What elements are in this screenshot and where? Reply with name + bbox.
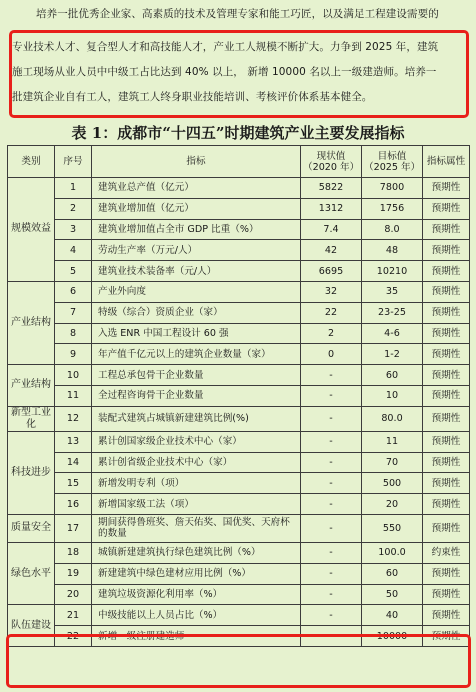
indicator-name: 产业外向度 bbox=[92, 281, 301, 302]
intro-line-1: 培养一批优秀企业家、高素质的技术及管理专家和能工巧匠，以及满足工程建设需要的 bbox=[36, 8, 439, 20]
current-value: - bbox=[301, 452, 362, 473]
current-value: 2 bbox=[301, 323, 362, 344]
indicator-name: 建筑业技术装备率（元/人） bbox=[92, 261, 301, 282]
indicator-name: 累计创国家级企业技术中心（家） bbox=[92, 431, 301, 452]
indicator-attribute: 预期性 bbox=[423, 198, 470, 219]
row-number: 14 bbox=[55, 452, 92, 473]
current-value: - bbox=[301, 473, 362, 494]
intro-line-2: 专业技术人才、复合型人才和高技能人才，产业工人规模不断扩大。力争到 2025 年，建筑 bbox=[12, 41, 439, 53]
indicator-attribute: 预期性 bbox=[423, 563, 470, 584]
table-row bbox=[8, 584, 470, 605]
target-value: 50 bbox=[362, 584, 423, 605]
row-number: 18 bbox=[55, 542, 92, 563]
row-number: 22 bbox=[55, 626, 92, 647]
indicator-name: 建筑业总产值（亿元） bbox=[92, 178, 301, 199]
header-current: 现状值（2020 年） bbox=[301, 146, 362, 178]
header-indicator: 指标 bbox=[92, 146, 301, 178]
table-row bbox=[8, 452, 470, 473]
indicator-attribute: 预期性 bbox=[423, 431, 470, 452]
indicator-name: 全过程咨询骨干企业数量 bbox=[92, 385, 301, 406]
indicator-attribute: 预期性 bbox=[423, 178, 470, 199]
target-value: 1-2 bbox=[362, 344, 423, 365]
row-number: 10 bbox=[55, 365, 92, 386]
indicator-name: 年产值千亿元以上的建筑企业数量（家） bbox=[92, 344, 301, 365]
target-value: 60 bbox=[362, 365, 423, 386]
current-value: 6695 bbox=[301, 261, 362, 282]
intro-paragraph-highlighted bbox=[12, 35, 468, 110]
indicator-name: 新增一级注册建造师 bbox=[92, 626, 301, 647]
current-value: - bbox=[301, 406, 362, 431]
indicator-name: 入选 ENR 中国工程设计 60 强 bbox=[92, 323, 301, 344]
table-row bbox=[8, 261, 470, 282]
target-value: 1756 bbox=[362, 198, 423, 219]
row-number: 2 bbox=[55, 198, 92, 219]
table-row bbox=[8, 626, 470, 647]
indicator-attribute: 预期性 bbox=[423, 626, 470, 647]
target-value: 60 bbox=[362, 563, 423, 584]
indicator-name: 建筑垃圾资源化利用率（%） bbox=[92, 584, 301, 605]
category-cell: 科技进步 bbox=[8, 431, 55, 514]
category-cell: 质量安全 bbox=[8, 514, 55, 542]
header-no: 序号 bbox=[55, 146, 92, 178]
indicator-attribute: 预期性 bbox=[423, 494, 470, 515]
current-value: 32 bbox=[301, 281, 362, 302]
indicator-name: 装配式建筑占城镇新建建筑比例(%) bbox=[92, 406, 301, 431]
indicator-name: 新增发明专利（项） bbox=[92, 473, 301, 494]
current-value: - bbox=[301, 605, 362, 626]
indicator-name: 期间获得鲁班奖、詹天佑奖、国优奖、天府杯的数量 bbox=[92, 514, 301, 542]
indicator-attribute: 预期性 bbox=[423, 514, 470, 542]
target-value: 100.0 bbox=[362, 542, 423, 563]
intro-line-3: 施工现场从业人员中中级工占比达到 40% 以上， 新增 10000 名以上一级建造师。培养一 bbox=[12, 66, 437, 78]
table-body bbox=[8, 178, 470, 647]
indicator-attribute: 预期性 bbox=[423, 240, 470, 261]
row-number: 17 bbox=[55, 514, 92, 542]
current-value: - bbox=[301, 494, 362, 515]
target-value: 23-25 bbox=[362, 302, 423, 323]
table-row bbox=[8, 344, 470, 365]
target-value: 10000 bbox=[362, 626, 423, 647]
table-row bbox=[8, 406, 470, 431]
header-category: 类别 bbox=[8, 146, 55, 178]
indicator-name: 建筑业增加值占全市 GDP 比重（%） bbox=[92, 219, 301, 240]
indicator-name: 城镇新建建筑执行绿色建筑比例（%） bbox=[92, 542, 301, 563]
indicator-attribute: 预期性 bbox=[423, 385, 470, 406]
indicator-name: 新增国家级工法（项） bbox=[92, 494, 301, 515]
current-value: 22 bbox=[301, 302, 362, 323]
indicator-attribute: 预期性 bbox=[423, 452, 470, 473]
row-number: 11 bbox=[55, 385, 92, 406]
category-cell: 队伍建设 bbox=[8, 605, 55, 647]
category-cell: 绿色水平 bbox=[8, 542, 55, 604]
indicator-name: 劳动生产率（万元/人） bbox=[92, 240, 301, 261]
current-value: - bbox=[301, 542, 362, 563]
current-value: - bbox=[301, 563, 362, 584]
table-row bbox=[8, 365, 470, 386]
table-row bbox=[8, 542, 470, 563]
target-value: 4-6 bbox=[362, 323, 423, 344]
header-attr: 指标属性 bbox=[423, 146, 470, 178]
target-value: 8.0 bbox=[362, 219, 423, 240]
indicator-attribute: 预期性 bbox=[423, 365, 470, 386]
table-row bbox=[8, 323, 470, 344]
table-row bbox=[8, 219, 470, 240]
indicator-attribute: 预期性 bbox=[423, 473, 470, 494]
indicator-attribute: 预期性 bbox=[423, 302, 470, 323]
indicator-name: 累计创省级企业技术中心（家） bbox=[92, 452, 301, 473]
row-number: 7 bbox=[55, 302, 92, 323]
table-row bbox=[8, 494, 470, 515]
table-row bbox=[8, 473, 470, 494]
intro-paragraph bbox=[12, 2, 468, 27]
target-value: 80.0 bbox=[362, 406, 423, 431]
table-row bbox=[8, 385, 470, 406]
table-row bbox=[8, 563, 470, 584]
row-number: 13 bbox=[55, 431, 92, 452]
current-value: 7.4 bbox=[301, 219, 362, 240]
category-cell: 新型工业化 bbox=[8, 406, 55, 431]
table-row bbox=[8, 605, 470, 626]
table-row bbox=[8, 431, 470, 452]
target-value: 48 bbox=[362, 240, 423, 261]
current-value: 42 bbox=[301, 240, 362, 261]
indicator-attribute: 预期性 bbox=[423, 406, 470, 431]
target-value: 7800 bbox=[362, 178, 423, 199]
intro-line-4: 批建筑企业自有工人，建筑工人终身职业技能培训、考核评价体系基本健全。 bbox=[12, 91, 373, 103]
current-value: - bbox=[301, 514, 362, 542]
row-number: 15 bbox=[55, 473, 92, 494]
header-target: 目标值（2025 年） bbox=[362, 146, 423, 178]
target-value: 10 bbox=[362, 385, 423, 406]
row-number: 1 bbox=[55, 178, 92, 199]
row-number: 8 bbox=[55, 323, 92, 344]
indicator-attribute: 预期性 bbox=[423, 584, 470, 605]
row-number: 6 bbox=[55, 281, 92, 302]
current-value: - bbox=[301, 431, 362, 452]
indicator-name: 工程总承包骨干企业数量 bbox=[92, 365, 301, 386]
table-row bbox=[8, 240, 470, 261]
row-number: 4 bbox=[55, 240, 92, 261]
category-cell: 产业结构 bbox=[8, 281, 55, 364]
row-number: 16 bbox=[55, 494, 92, 515]
row-number: 19 bbox=[55, 563, 92, 584]
indicator-name: 特级（综合）资质企业（家） bbox=[92, 302, 301, 323]
current-value: - bbox=[301, 584, 362, 605]
indicator-attribute: 预期性 bbox=[423, 344, 470, 365]
row-number: 5 bbox=[55, 261, 92, 282]
current-value: - bbox=[301, 365, 362, 386]
target-value: 35 bbox=[362, 281, 423, 302]
target-value: 550 bbox=[362, 514, 423, 542]
indicator-attribute: 预期性 bbox=[423, 323, 470, 344]
indicator-attribute: 预期性 bbox=[423, 219, 470, 240]
row-number: 20 bbox=[55, 584, 92, 605]
row-number: 12 bbox=[55, 406, 92, 431]
current-value: - bbox=[301, 626, 362, 647]
current-value: 0 bbox=[301, 344, 362, 365]
target-value: 11 bbox=[362, 431, 423, 452]
current-value: - bbox=[301, 385, 362, 406]
table-title: 表 1：成都市“十四五”时期建筑产业主要发展指标 bbox=[71, 124, 405, 142]
target-value: 40 bbox=[362, 605, 423, 626]
table-row bbox=[8, 178, 470, 199]
current-value: 1312 bbox=[301, 198, 362, 219]
table-row bbox=[8, 514, 470, 542]
table-row bbox=[8, 281, 470, 302]
indicator-name: 建筑业增加值（亿元） bbox=[92, 198, 301, 219]
row-number: 21 bbox=[55, 605, 92, 626]
indicator-attribute: 预期性 bbox=[423, 605, 470, 626]
indicator-name: 中级技能以上人员占比（%） bbox=[92, 605, 301, 626]
indicator-attribute: 约束性 bbox=[423, 542, 470, 563]
target-value: 10210 bbox=[362, 261, 423, 282]
target-value: 500 bbox=[362, 473, 423, 494]
category-cell: 规模效益 bbox=[8, 178, 55, 282]
indicator-table bbox=[7, 145, 470, 647]
indicator-attribute: 预期性 bbox=[423, 261, 470, 282]
row-number: 3 bbox=[55, 219, 92, 240]
current-value: 5822 bbox=[301, 178, 362, 199]
table-row bbox=[8, 198, 470, 219]
row-number: 9 bbox=[55, 344, 92, 365]
target-value: 20 bbox=[362, 494, 423, 515]
table-row bbox=[8, 302, 470, 323]
indicator-name: 新建建筑中绿色建材应用比例（%） bbox=[92, 563, 301, 584]
target-value: 70 bbox=[362, 452, 423, 473]
category-cell: 产业结构 bbox=[8, 365, 55, 407]
indicator-attribute: 预期性 bbox=[423, 281, 470, 302]
